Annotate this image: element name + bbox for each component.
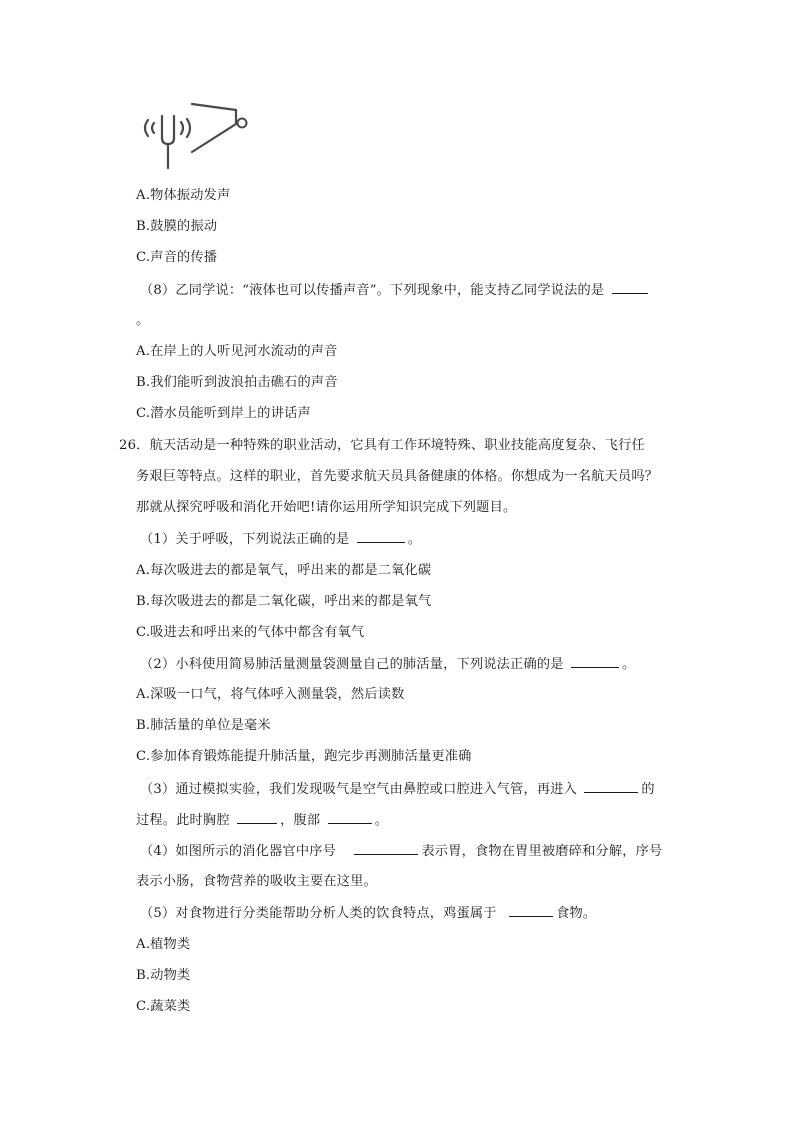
question-5-text: （5）对食物进行分类能帮助分析人类的饮食特点，鸡蛋属于 — [140, 906, 497, 921]
answer-blank-abdomen[interactable] — [328, 809, 372, 824]
tuning-fork-figure — [134, 98, 254, 178]
intro-text-1: 航天活动是一种特殊的职业活动，它具有工作环境特殊、职业技能高度复杂、飞行任 — [149, 438, 645, 453]
answer-blank[interactable] — [357, 528, 405, 543]
question-5-after-blank: 食物。 — [556, 906, 597, 921]
option-c: C.声音的传播 — [136, 250, 218, 265]
option-b: B.鼓膜的振动 — [136, 219, 218, 234]
answer-blank[interactable] — [354, 840, 418, 855]
question-26-3 — [140, 778, 655, 800]
q8-option-c: C.潜水员能听到岸上的讲话声 — [136, 406, 311, 421]
answer-blank[interactable] — [509, 902, 553, 917]
question-26-intro-1 — [119, 435, 645, 457]
question-26-5 — [140, 902, 596, 924]
q1-option-a: A.每次吸进去的都是氧气，呼出来的都是二氧化碳 — [136, 563, 432, 578]
question-3-line2-mid: ，腹部 — [280, 813, 321, 828]
option-a: A.物体振动发声 — [136, 188, 231, 203]
q2-option-b: B.肺活量的单位是毫米 — [136, 718, 271, 733]
question-8-end: 。 — [136, 313, 150, 328]
question-3-line2-end: 。 — [374, 813, 389, 828]
question-3-after-blank: 的 — [641, 782, 655, 797]
question-number: 26． — [119, 438, 150, 453]
q8-option-a: A.在岸上的人听见河水流动的声音 — [136, 344, 338, 359]
question-1-text: （1）关于呼吸，下列说法正确的是 — [140, 532, 350, 547]
question-4-after-blank: 表示胃，食物在胃里被磨碎和分解，序号 — [421, 844, 663, 859]
answer-blank[interactable] — [612, 279, 648, 294]
question-2-text: （2）小科使用简易肺活量测量袋测量自己的肺活量，下列说法正确的是 — [140, 657, 564, 672]
answer-blank-chest[interactable] — [237, 809, 277, 824]
question-26-intro-3: 那就从探究呼吸和消化开始吧!请你运用所学知识完成下列题目。 — [136, 500, 517, 515]
question-26-2 — [140, 653, 635, 675]
question-26-1 — [140, 528, 421, 550]
q2-option-a: A.深吸一口气，将气体呼入测量袋，然后读数 — [136, 687, 405, 702]
question-1-end: 。 — [407, 532, 422, 547]
q5-option-b: B.动物类 — [136, 968, 191, 983]
question-26-3-line2 — [136, 809, 388, 831]
tuning-fork-with-ball-icon — [134, 98, 254, 178]
answer-blank[interactable] — [584, 778, 638, 793]
q1-option-b: B.每次吸进去的都是二氧化碳，呼出来的都是氧气 — [136, 594, 432, 609]
q5-option-c: C.蔬菜类 — [136, 999, 191, 1014]
question-26-4 — [140, 840, 662, 862]
question-8-text: （8）乙同学说：“液体也可以传播声音”。下列现象中，能支持乙同学说法的是 — [140, 283, 605, 298]
question-4-text: （4）如图所示的消化器官中序号 — [140, 844, 337, 859]
answer-blank[interactable] — [571, 653, 619, 668]
question-26-intro-2: 务艰巨等特点。这样的职业，首先要求航天员具备健康的体格。你想成为一名航天员吗？ — [136, 469, 659, 484]
question-3-text: （3）通过模拟实验，我们发现吸气是空气由鼻腔或口腔进入气管，再进入 — [140, 782, 577, 797]
q8-option-b: B.我们能听到波浪拍击礁石的声音 — [136, 375, 338, 390]
q2-option-c: C.参加体育锻炼能提升肺活量，跑完步再测肺活量更准确 — [136, 749, 472, 764]
question-26-4-line2: 表示小肠，食物营养的吸收主要在这里。 — [136, 874, 377, 889]
question-8 — [140, 279, 651, 301]
q1-option-c: C.吸进去和呼出来的气体中都含有氧气 — [136, 625, 365, 640]
question-2-end: 。 — [622, 657, 636, 672]
q5-option-a: A.植物类 — [136, 937, 191, 952]
question-3-line2-start: 过程。此时胸腔 — [136, 813, 230, 828]
